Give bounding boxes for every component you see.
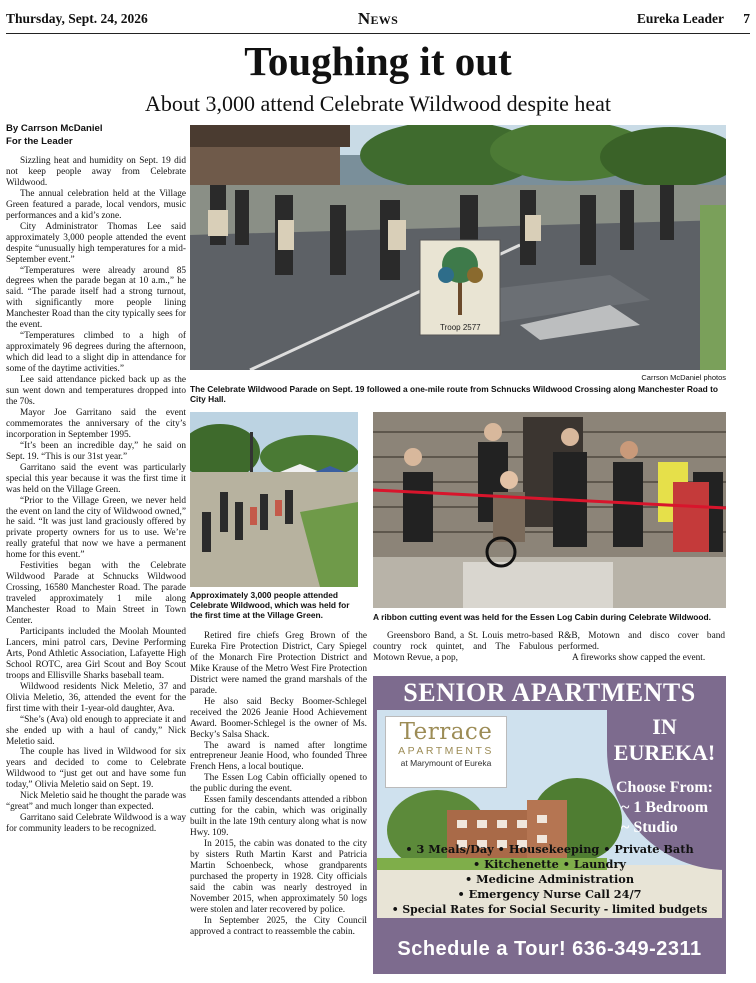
section-name: News bbox=[357, 9, 399, 28]
article-paragraph: “Temperatures were already around 85 degrees when the parade began at 10 a.m.,” he said. “The parade itself had a strong turnout, with significantly more people lining Manchester Road than the city typically sees for the event. bbox=[6, 265, 186, 331]
article-paragraph: “Prior to the Village Green, we never held the event on land the city of Wildwood owned,” he said. “It was just land graciously offered by private property owners for us to use. We’re really grateful that now we have a permanent home for this event.” bbox=[6, 495, 186, 561]
ad-amenity: • Medicine Administration bbox=[464, 872, 635, 886]
article-paragraph: R&B, Motown and disco cover band performed. bbox=[558, 631, 725, 652]
byline bbox=[6, 123, 186, 148]
byline-author: By Carrson McDaniel bbox=[6, 123, 103, 134]
article-column-1 bbox=[6, 156, 186, 835]
ad-eureka-label: EUREKA! bbox=[613, 740, 716, 765]
article-paragraph: Sizzling heat and humidity on Sept. 19 did not keep people away from Celebrate Wildwood. bbox=[6, 156, 186, 188]
ad-title: SENIOR APARTMENTS bbox=[403, 678, 696, 707]
crowd-photo-caption: Approximately 3,000 people attended Celebrate Wildwood, which was held for the first time at the Village Green. bbox=[190, 590, 350, 620]
article-paragraph: Festivities began with the Celebrate Wildwood Parade at Schnucks Wildwood Crossing, 16580 Manchester Road. The parade traveled approximately 1 mile along Manchester Road to Main Street in Town Center. bbox=[6, 561, 186, 627]
article-paragraph: Wildwood residents Nick Meletio, 37 and Olivia Meletio, 36, attended the event for the first time with their 1-year-old daughter, Ava. bbox=[6, 681, 186, 714]
article-paragraph: “Temperatures climbed to a high of approximately 96 degrees during the afternoon, which did lead to a slight dip in attendance for some of the daytime activities.” bbox=[6, 331, 186, 375]
article-paragraph: The annual celebration held at the Village Green featured a parade, local vendors, music performances and a kid’s zone. bbox=[6, 188, 186, 221]
article-paragraph: Nick Meletio said he thought the parade was “great” and much longer than expected. bbox=[6, 791, 187, 813]
subheadline: About 3,000 attend Celebrate Wildwood despite heat bbox=[144, 91, 612, 116]
article-column-3 bbox=[373, 631, 553, 664]
logo-name: Terrace bbox=[399, 719, 493, 745]
article-paragraph: The Essen Log Cabin officially opened to the public during the event. bbox=[190, 773, 367, 795]
article-paragraph: Greensboro Band, a St. Louis metro-based country rock quintet, and The Fabulous Motown Revue, a pop, bbox=[373, 631, 553, 663]
article-column-4 bbox=[558, 631, 725, 664]
article-paragraph: Essen family descendants attended a ribbon cutting for the cabin, which was originally built in the late 19th century along what is now Hwy. 109. bbox=[190, 795, 367, 839]
article-paragraph: “It’s been an incredible day,” he said on Sept. 19. “This is our 31st year.” bbox=[6, 440, 186, 462]
senior-apartments-ad bbox=[373, 676, 726, 974]
ad-amenity: • Emergency Nurse Call 24/7 bbox=[457, 887, 642, 901]
article-paragraph: “She’s (Ava) old enough to appreciate it and she ended up with a haul of candy,” Nick Meletio said. bbox=[6, 714, 186, 747]
article-paragraph: The couple has lived in Wildwood for six years and decided to come to Celebrate Wildwood to “just get out and have some fun today,” Olivia Meletio said on Sept. 19. bbox=[6, 747, 186, 791]
article-paragraph: A fireworks show capped the event. bbox=[572, 652, 706, 663]
article-column-2 bbox=[190, 631, 367, 938]
article-paragraph: Participants included the Moolah Mounted Lancers, mini patrol cars, Devine Performing Arts, Pond Athletic Association, Lafayette High School ROTC, area Girl Scout and Boy Scout troops and Ellisville Sharks baseball team. bbox=[6, 626, 186, 681]
banner-text: Troop 2577 bbox=[440, 323, 481, 332]
ad-choose-from: Choose From: bbox=[615, 779, 714, 796]
article-paragraph: The award is named after longtime entrepreneur Jeanie Hood, who founded Three French Hens, a local boutique. bbox=[190, 740, 367, 773]
article-paragraph: In 2015, the cabin was donated to the city by sisters Ruth Martin Karst and Patricia Martin Schoenbeck, whose grandparents purchased the property in 1928. City officials said the cabin was nearly destroyed in November 2015, when approximately 50 logs were stolen and later recovered by police. bbox=[190, 839, 367, 915]
issue-date: Thursday, Sept. 24, 2026 bbox=[6, 11, 148, 26]
article-paragraph: He also said Becky Boomer-Schlegel received the 2026 Jeanie Hood Achievement Award. Boomer-Schlegel is the owner of Ms. Becky’s Salsa Shack. bbox=[190, 696, 367, 740]
article-paragraph: Garritano said the event was particularly special this year because it was the first time it was held on the Village Green. bbox=[6, 462, 186, 495]
page-number: 7 bbox=[743, 11, 750, 26]
byline-affiliation: For the Leader bbox=[6, 135, 73, 147]
ad-amenity: • Kitchenette • Laundry bbox=[473, 857, 626, 871]
ribbon-cutting-photo bbox=[373, 412, 726, 608]
terrace-logo bbox=[385, 716, 507, 788]
article-paragraph: Garritano said Celebrate Wildwood is a way for community leaders to be recognized. bbox=[6, 813, 186, 835]
ribbon-photo-caption: A ribbon cutting event was held for the Essen Log Cabin during Celebrate Wildwood. bbox=[373, 612, 711, 622]
ad-option-1bedroom: ~ 1 Bedroom bbox=[621, 799, 709, 816]
article-paragraph: Retired fire chiefs Greg Brown of the Eureka Fire Protection District, Cary Spiegel of the Monarch Fire Protection District and Mike Krause of the Metro West Fire Protection District were named the grand marshals of the parade. bbox=[190, 631, 367, 696]
article-paragraph: City Administrator Thomas Lee said approximately 3,000 people attended the event despite “unusually high temperatures for a mid-September event.” bbox=[6, 221, 186, 265]
headline: Toughing it out bbox=[244, 38, 512, 84]
logo-subtitle: APARTMENTS bbox=[398, 745, 494, 757]
article-paragraph: In September 2025, the City Council approved a contract to reassemble the cabin. bbox=[190, 915, 367, 937]
ad-content-panel bbox=[377, 710, 722, 918]
article-paragraph: Lee said attendance picked back up as the sun went down and temperatures dropped into the 70s. bbox=[6, 375, 186, 407]
page-header bbox=[6, 10, 750, 34]
paper-name: Eureka Leader bbox=[636, 11, 724, 26]
photo-credit: Carrson McDaniel photos bbox=[641, 373, 726, 382]
article-paragraph: Mayor Joe Garritano said the event commemorates the anniversary of the city’s incorporation in September 1995. bbox=[6, 407, 186, 440]
parade-photo bbox=[190, 125, 726, 370]
ad-amenity: • Special Rates for Social Security - limited budgets bbox=[391, 903, 708, 916]
crowd-photo bbox=[190, 412, 358, 587]
ad-schedule-tour: Schedule a Tour! 636-349-2311 bbox=[397, 938, 702, 960]
parade-photo-caption: The Celebrate Wildwood Parade on Sept. 19 followed a one-mile route from Schnucks Wildwood Crossing along Manchester Road to City Hall. bbox=[190, 384, 719, 404]
logo-location: at Marymount of Eureka bbox=[400, 758, 492, 768]
ad-in-label: IN bbox=[652, 714, 677, 739]
ad-option-studio: ~ Studio bbox=[621, 819, 678, 836]
ad-amenity: • 3 Meals/Day • Housekeeping • Private Bath bbox=[405, 842, 694, 856]
